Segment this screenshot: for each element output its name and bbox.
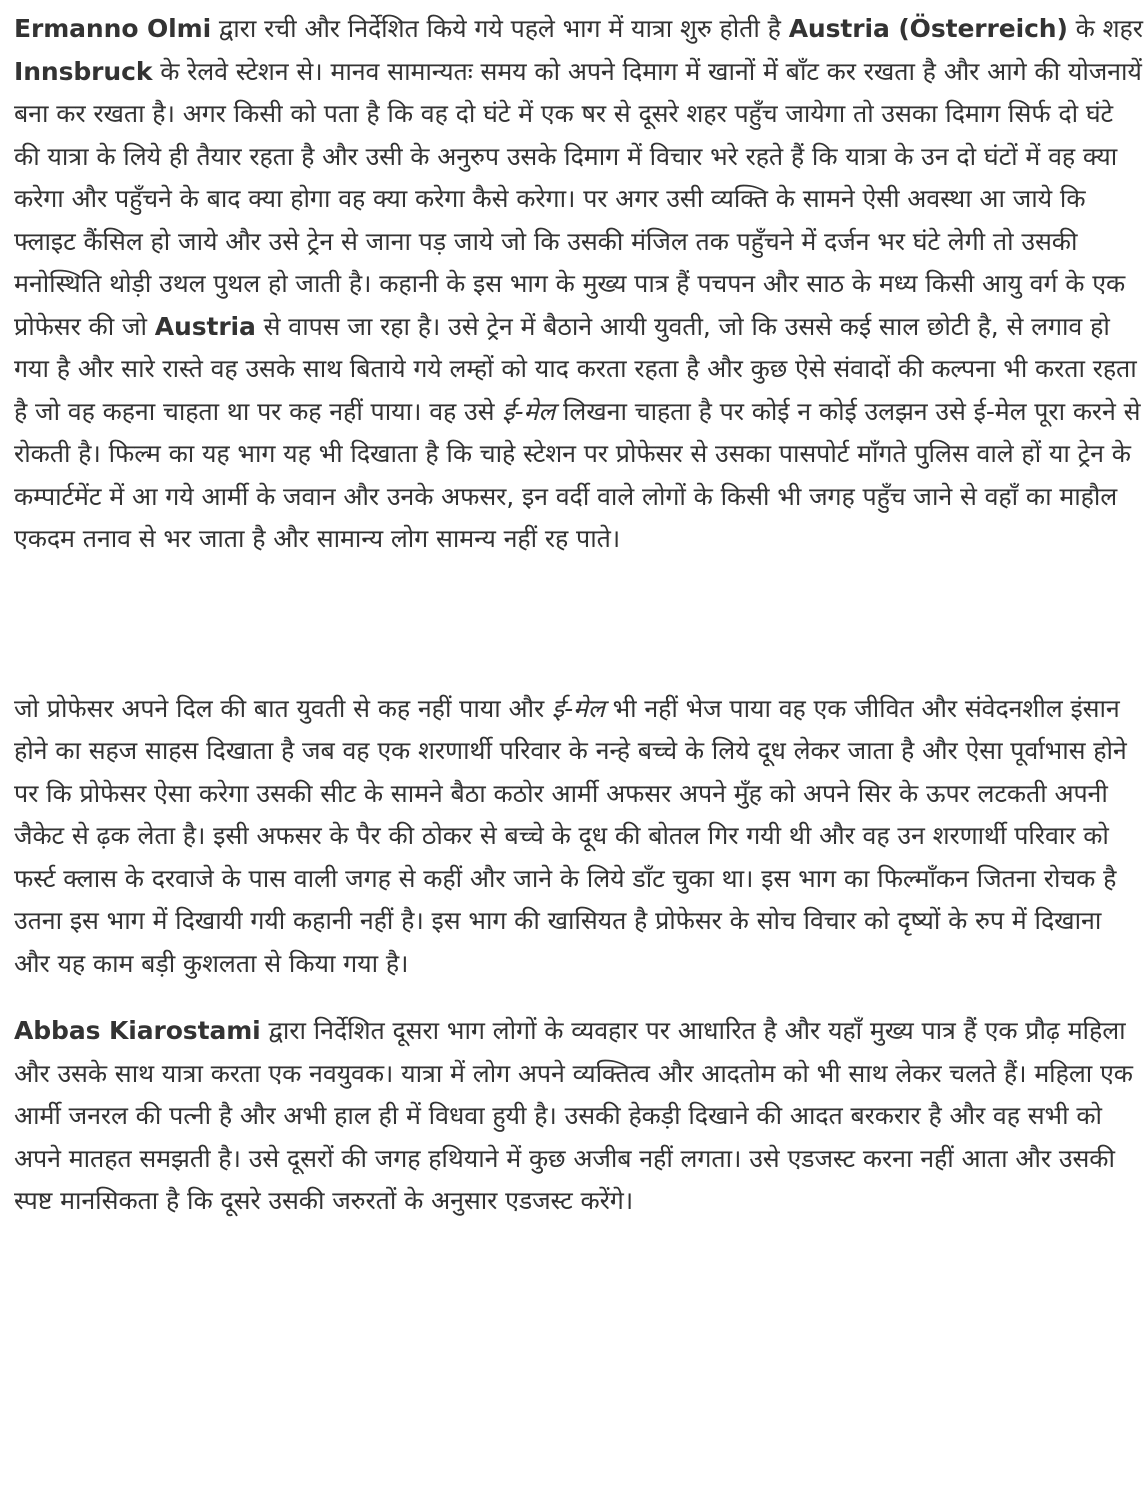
paragraph-text: के रेलवे स्टेशन से। मानव सामान्यतः समय को अपने दिमाग में खानों में बाँट कर रखता है और आगे की योजनायें बना कर रखता है। अगर किसी को पता है कि वह दो घंटे में एक षर से दूसरे शहर पहुँच जायेगा तो उसका दिमाग सिर्फ दो घंटे की यात्रा के लिये ही तैयार रहता है और उसी के अनुरुप उसके दिमाग में विचार भरे रहते हैं कि यात्रा के उन दो घंटों में वह क्या करेगा और पहुँचने के बाद क्या होगा वह क्या करेगा कैसे करेगा। पर अगर उसी व्यक्ति के सामने ऐसी अवस्था आ जाये कि फ्लाइट कैंसिल हो जाये और उसे ट्रेन से जाना पड़ जाये जो कि उसकी मंजिल तक पहुँचने में दर्जन भर घंटे लेगी तो उसकी मनोस्थिति थोड़ी उथल पुथल हो जाती है। कहानी के इस भाग के मुख्य पात्र हैं पचपन और साठ के मध्य किसी आयु वर्ग के एक प्रोफेसर की जो [14,56,1142,341]
paragraph-text: भी नहीं भेज पाया वह एक जीवित और संवेदनशील इंसान होने का सहज साहस दिखाता है जब वह एक शरणार्थी परिवार के नन्हे बच्चे के लिये दूध लेकर जाता है और ऐसा पूर्वाभास होने पर कि प्रोफेसर ऐसा करेगा उसकी सीट के सामने बैठा कठोर आर्मी अफसर अपने मुँह को अपने सिर के ऊपर लटकती अपनी जैकेट से ढ़क लेता है। इसी अफसर के पैर की ठोकर से बच्चे के दूध की बोतल गिर गयी थी और वह उन शरणार्थी परिवार को फर्स्ट क्लास के दरवाजे के पास वाली जगह से कहीं और जाने के लिये डाँट चुका था। इस भाग का फिल्माँकन जितना रोचक है उतना इस भाग में दिखायी गयी कहानी नहीं है। इस भाग की खासियत है प्रोफेसर के सोच विचार को दृष्यों के रुप में दिखाना और यह काम बड़ी कुशलता से किया गया है। [14,693,1127,978]
paragraph-text: जो प्रोफेसर अपने दिल की बात युवती से कह नहीं पाया और [14,693,552,723]
paragraph-text: से वापस जा रहा है। उसे ट्रेन में बैठाने आयी युवती, जो कि उससे कई साल छोटी है, से लगाव हो गया है और सारे रास्ते वह उसके साथ बिताये गये लम्हों को याद करता रहता है और कुछ ऐसे संवादों की कल्पना भी करता रहता है जो वह कहना चाहता था पर कह नहीं पाया। वह उसे [14,311,1137,426]
country-name: Austria (Österreich) [788,14,1068,43]
city-name: Innsbruck [14,56,153,86]
article-body [14,8,1144,1223]
director-name: Abbas Kiarostami [14,1016,261,1045]
country-name: Austria [154,311,256,341]
paragraph-olmi [14,8,1144,561]
paragraph-text: द्वारा रची और निर्देशित किये गये पहले भाग में यात्रा शुरु होती है [211,14,789,43]
email-term: ई-मेल [502,396,556,426]
paragraph-text: लिखना चाहता है पर कोई न कोई उलझन उसे ई-मेल पूरा करने से रोकती है। फिल्म का यह भाग यह भी दिखाता है कि चाहे स्टेशन पर प्रोफेसर से उसका पासपोर्ट माँगते पुलिस वाले हों या ट्रेन के कम्पार्टमेंट में आ गये आर्मी के जवान और उनके अफसर, इन वर्दी वाले लोगों के किसी भी जगह पहुँच जाने से वहाँ का माहौल एकदम तनाव से भर जाता है और सामान्य लोग सामन्य नहीं रह पाते। [14,396,1141,553]
paragraph-text: द्वारा निर्देशित दूसरा भाग लोगों के व्यवहार पर आधारित है और यहाँ मुख्य पात्र हैं एक प्रौढ़ महिला और उसके साथ यात्रा करता एक नवयुवक। यात्रा में लोग अपने व्यक्तित्व और आदतोम को भी साथ लेकर चलते हैं। महिला एक आर्मी जनरल की पत्नी है और अभी हाल ही में विधवा हुयी है। उसकी हेकड़ी दिखाने की आदत बरकरार है और वह सभी को अपने मातहत समझती है। उसे दूसरों की जगह हथियाने में कुछ अजीब नहीं लगता। उसे एडजस्ट करना नहीं आता और उसकी स्पष्ट मानसिकता है कि दूसरे उसकी जरुरतों के अनुसार एडजस्ट करेंगे। [14,1016,1133,1215]
paragraph-kiarostami [14,1010,1144,1223]
email-term: ई-मेल [551,693,605,723]
paragraph-text: के शहर [1067,14,1143,43]
director-name: Ermanno Olmi [14,14,212,43]
paragraph-professor [14,688,1144,986]
